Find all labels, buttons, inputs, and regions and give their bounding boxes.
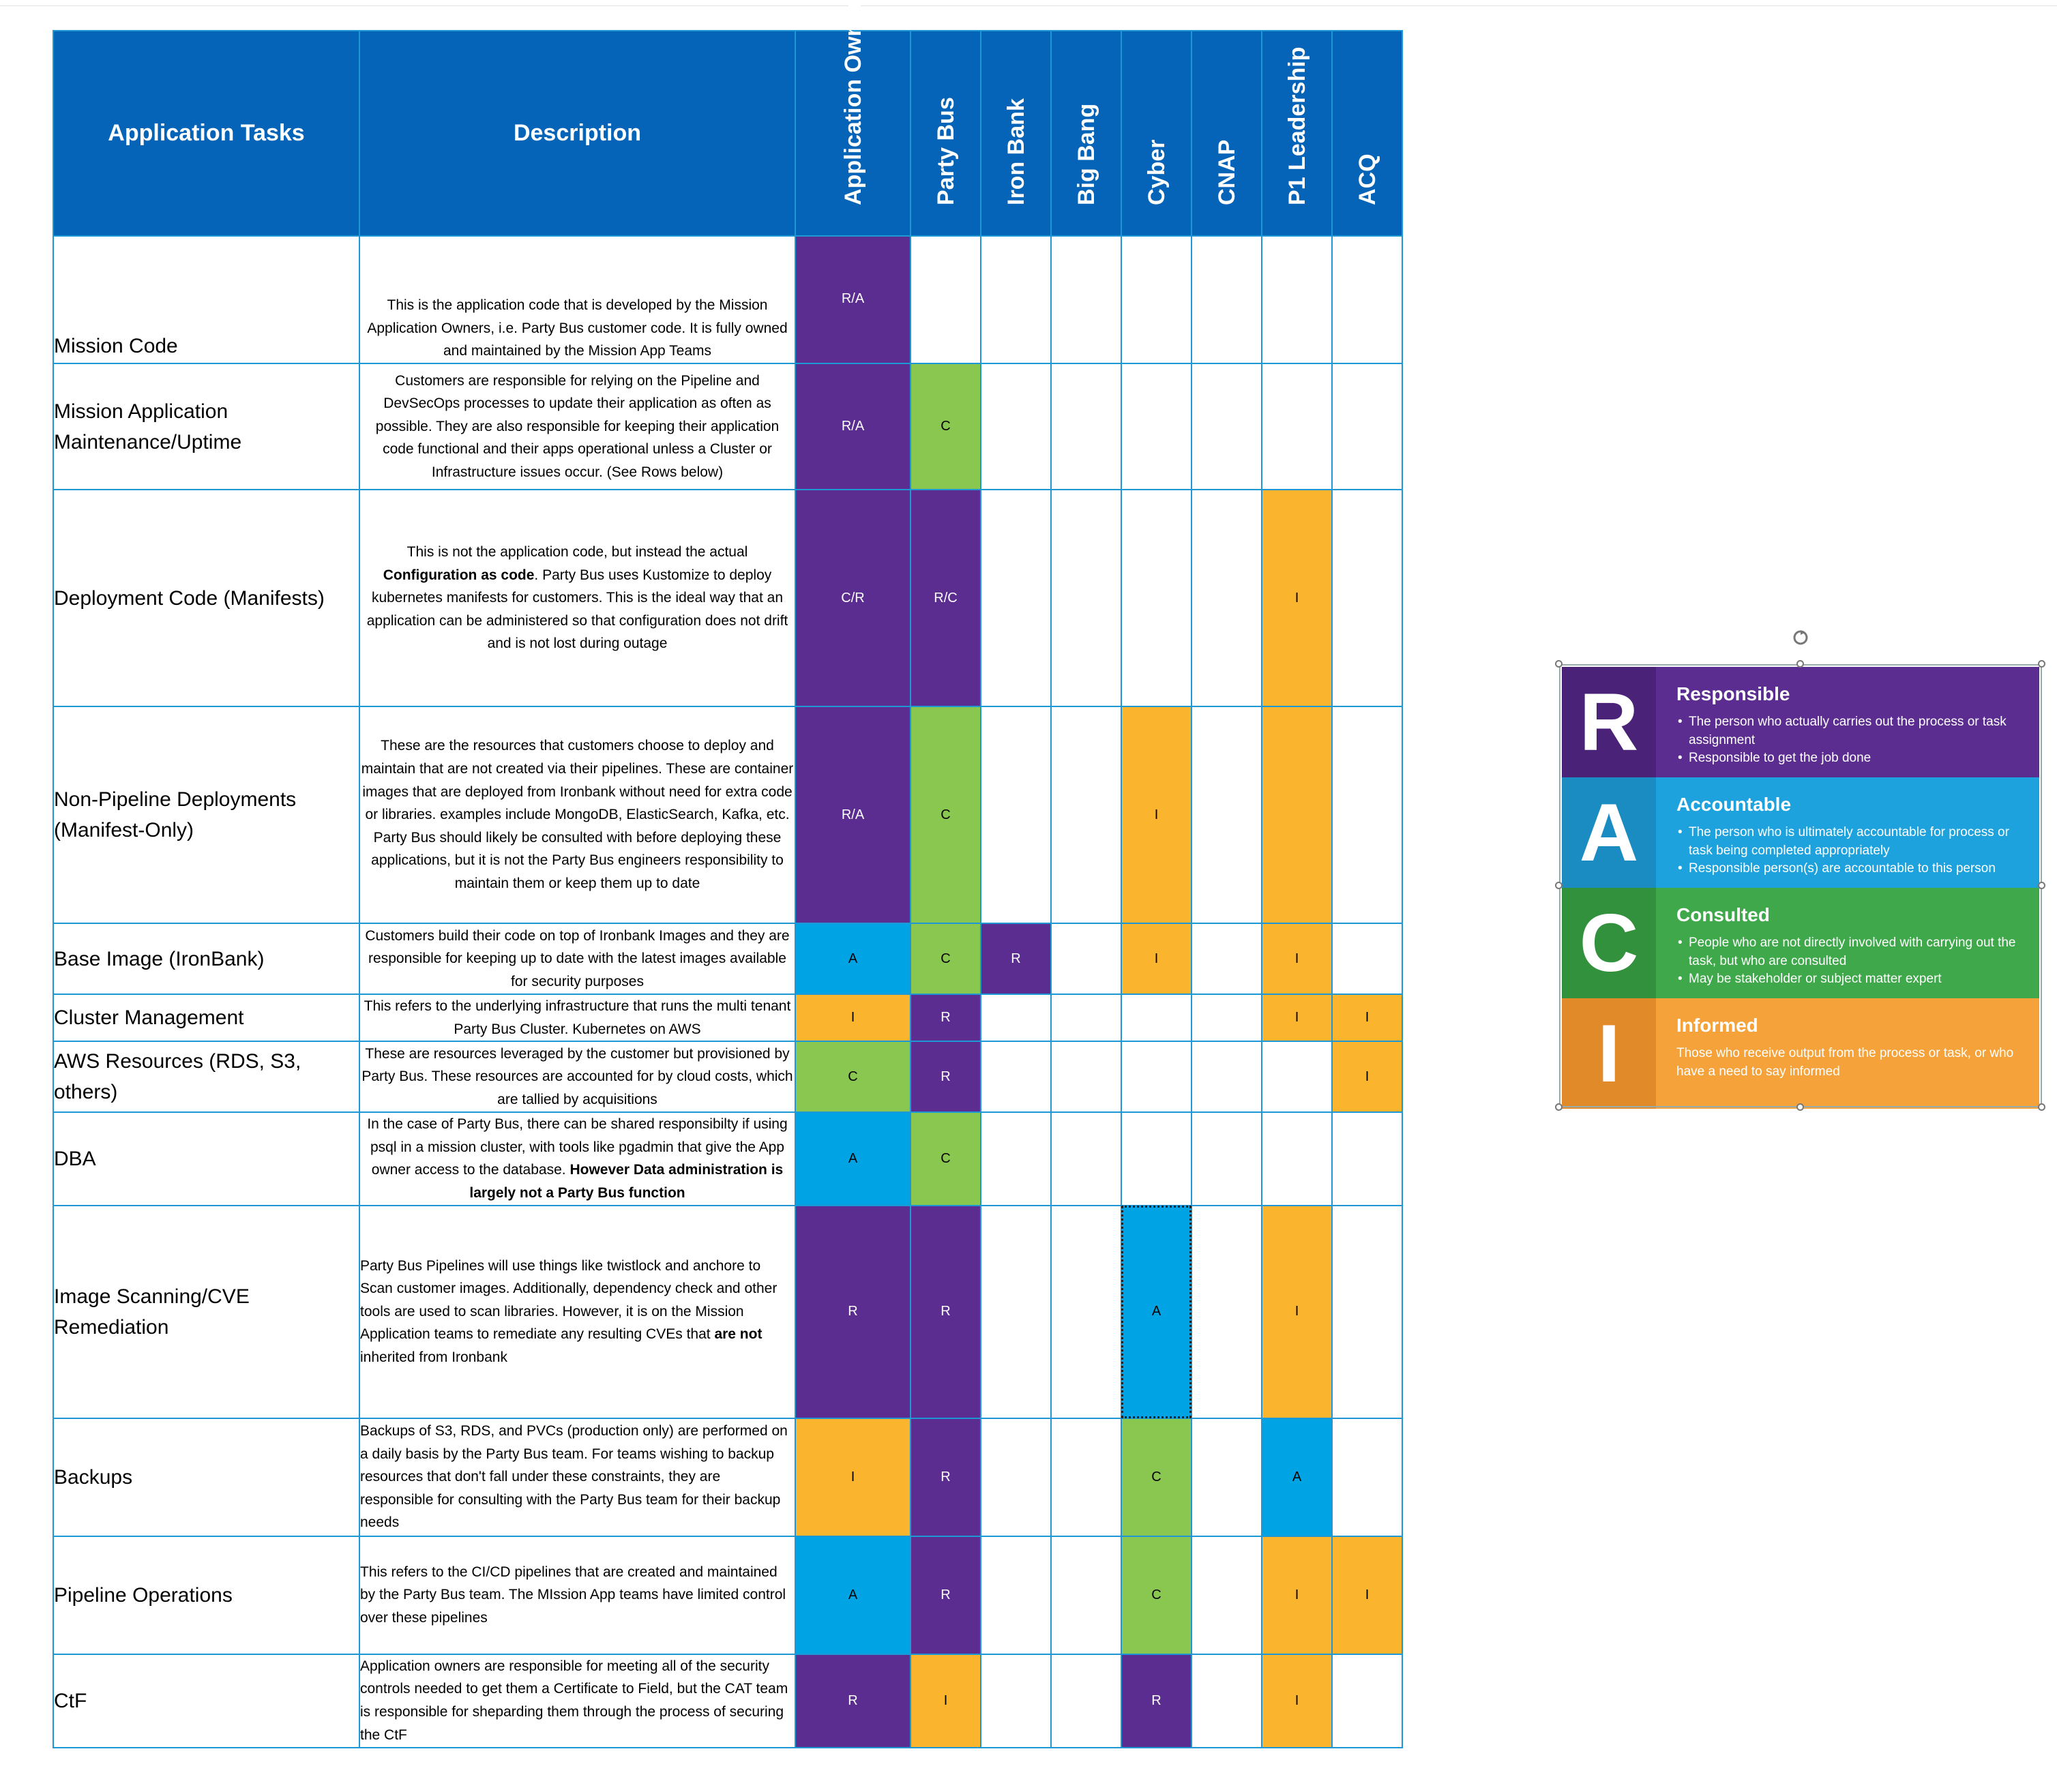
- raci-cell[interactable]: I: [1121, 706, 1192, 923]
- raci-cell[interactable]: [1121, 490, 1192, 706]
- raci-cell[interactable]: I: [1332, 994, 1402, 1041]
- legend-letter: I: [1562, 998, 1656, 1109]
- legend-title: Consulted: [1676, 904, 1770, 925]
- table-row: [53, 1536, 1402, 1654]
- description-cell[interactable]: This refers to the underlying infrastructure that runs the multi tenant Party Bus Cluster. Kubernetes on AWS: [359, 994, 795, 1041]
- task-cell[interactable]: CtF: [53, 1654, 359, 1748]
- raci-cell[interactable]: [1192, 1654, 1262, 1748]
- resize-handle[interactable]: [1555, 882, 1563, 889]
- task-cell[interactable]: Backups: [53, 1418, 359, 1536]
- raci-cell[interactable]: [981, 236, 1051, 363]
- raci-cell[interactable]: C: [911, 1112, 981, 1205]
- legend-bullets: • The person who actually carries out the process or task assignment • Responsible to get the job done: [1676, 713, 2024, 768]
- raci-cell[interactable]: [1192, 1418, 1262, 1536]
- header-application-tasks[interactable]: Application Tasks: [53, 31, 359, 236]
- raci-cell[interactable]: [1332, 363, 1402, 490]
- raci-cell[interactable]: [1121, 1112, 1192, 1205]
- table-row: [53, 490, 1402, 706]
- raci-legend-image[interactable]: [1559, 664, 2042, 1107]
- raci-cell[interactable]: [981, 1418, 1051, 1536]
- raci-cell[interactable]: I: [1262, 1536, 1332, 1654]
- raci-cell[interactable]: [981, 363, 1051, 490]
- header-party-bus[interactable]: Party Bus: [911, 31, 981, 236]
- raci-cell[interactable]: [1051, 1536, 1121, 1654]
- raci-cell[interactable]: [1262, 1041, 1332, 1112]
- raci-matrix-table: [53, 0, 1403, 1748]
- description-cell[interactable]: Application owners are responsible for meeting all of the security controls needed to get them a Certificate to Field, but the CAT team is responsible for sheparding them through the process of securing the CtF: [359, 1654, 795, 1748]
- task-cell[interactable]: Pipeline Operations: [53, 1536, 359, 1654]
- resize-handle[interactable]: [2038, 1103, 2045, 1111]
- raci-cell[interactable]: R: [795, 1206, 911, 1418]
- raci-cell[interactable]: I: [1262, 994, 1332, 1041]
- task-cell[interactable]: Base Image (IronBank): [53, 923, 359, 994]
- raci-cell[interactable]: [1192, 1536, 1262, 1654]
- table-row: [53, 1418, 1402, 1536]
- legend-title: Accountable: [1676, 794, 1792, 815]
- raci-cell[interactable]: [1262, 706, 1332, 923]
- raci-cell[interactable]: [1332, 236, 1402, 363]
- raci-cell[interactable]: [1332, 923, 1402, 994]
- raci-cell[interactable]: [1121, 1041, 1192, 1112]
- raci-cell[interactable]: [1262, 1112, 1332, 1205]
- raci-cell[interactable]: C: [795, 1041, 911, 1112]
- raci-cell[interactable]: R: [911, 1536, 981, 1654]
- rotate-handle-icon[interactable]: [1792, 629, 1809, 646]
- task-cell[interactable]: Cluster Management: [53, 994, 359, 1041]
- task-cell[interactable]: Deployment Code (Manifests): [53, 490, 359, 706]
- resize-handle[interactable]: [1796, 1103, 1804, 1111]
- raci-cell[interactable]: [1192, 1041, 1262, 1112]
- description-cell[interactable]: These are the resources that customers choose to deploy and maintain that are not created via their pipelines. These are container images that are deployed from Ironbank without need for extra code or libraries. examples include MongoDB, ElasticSearch, Kafka, etc. Party Bus should likely be consulted with before deploying these applications, but it is not the Party Bus engineers responsibility to maintain them or keep them up to date: [359, 706, 795, 923]
- raci-cell[interactable]: I: [1262, 490, 1332, 706]
- resize-handle[interactable]: [2038, 882, 2045, 889]
- raci-cell[interactable]: R/A: [795, 236, 911, 363]
- table-row: [53, 363, 1402, 490]
- table-row: [53, 1654, 1402, 1748]
- raci-cell[interactable]: C: [1121, 1418, 1192, 1536]
- raci-cell[interactable]: [1121, 994, 1192, 1041]
- raci-cell[interactable]: [1332, 1206, 1402, 1418]
- raci-cell[interactable]: [1192, 994, 1262, 1041]
- raci-cell[interactable]: C: [911, 363, 981, 490]
- raci-cell[interactable]: [1192, 1206, 1262, 1418]
- table-row: [53, 1112, 1402, 1205]
- legend-letter: C: [1562, 888, 1656, 998]
- raci-cell[interactable]: C: [1121, 1536, 1192, 1654]
- raci-cell[interactable]: [1051, 1418, 1121, 1536]
- description-cell[interactable]: Customers build their code on top of Ironbank Images and they are responsible for keeping up to date with the latest images available for security purposes: [359, 923, 795, 994]
- task-cell[interactable]: DBA: [53, 1112, 359, 1205]
- raci-cell[interactable]: I: [795, 1418, 911, 1536]
- raci-cell[interactable]: [1192, 363, 1262, 490]
- raci-cell[interactable]: I: [795, 994, 911, 1041]
- task-cell[interactable]: Non-Pipeline Deployments (Manifest-Only): [53, 706, 359, 923]
- raci-cell-selected[interactable]: A: [1121, 1206, 1192, 1418]
- raci-cell[interactable]: [1192, 706, 1262, 923]
- description-cell[interactable]: This is not the application code, but instead the actual Configuration as code. Party Bus uses Kustomize to deploy kubernetes manifests for customers. This is the ideal way that an application can be administered so that configuration does not drift and is not lost during outage: [359, 490, 795, 706]
- raci-cell[interactable]: R: [981, 923, 1051, 994]
- sheet-gridline: [0, 5, 2057, 6]
- raci-cell[interactable]: [981, 1536, 1051, 1654]
- description-cell[interactable]: This refers to the CI/CD pipelines that are created and maintained by the Party Bus team. The MIssion App teams have limited control over these pipelines: [359, 1536, 795, 1654]
- raci-cell[interactable]: [1262, 363, 1332, 490]
- description-cell[interactable]: This is the application code that is developed by the Mission Application Owners, i.e. Party Bus customer code. It is fully owned and maintained by the Mission App Teams: [359, 236, 795, 363]
- raci-cell[interactable]: [1121, 236, 1192, 363]
- legend-title: Responsible: [1676, 683, 1790, 704]
- resize-handle[interactable]: [2038, 660, 2045, 668]
- resize-handle[interactable]: [1555, 660, 1563, 668]
- header-description[interactable]: Description: [359, 31, 795, 236]
- header-p1-leadership[interactable]: P1 Leadership: [1262, 31, 1332, 236]
- raci-cell[interactable]: [1121, 363, 1192, 490]
- raci-cell[interactable]: R: [911, 1206, 981, 1418]
- table-row: [53, 1206, 1402, 1418]
- task-cell[interactable]: Image Scanning/CVE Remediation: [53, 1206, 359, 1418]
- raci-cell[interactable]: [1051, 1112, 1121, 1205]
- raci-cell[interactable]: C/R: [795, 490, 911, 706]
- resize-handle[interactable]: [1796, 660, 1804, 668]
- raci-cell[interactable]: I: [911, 1654, 981, 1748]
- raci-cell[interactable]: [1332, 706, 1402, 923]
- legend-letter: R: [1562, 667, 1656, 777]
- raci-cell[interactable]: [1051, 994, 1121, 1041]
- legend-title: Informed: [1676, 1015, 1758, 1036]
- table-row: [53, 236, 1402, 363]
- header-acq[interactable]: ACQ: [1332, 31, 1402, 236]
- raci-cell[interactable]: R: [911, 1418, 981, 1536]
- description-cell[interactable]: Backups of S3, RDS, and PVCs (production only) are performed on a daily basis by the Party Bus team. For teams wishing to backup resources that don't fall under these constraints, they are responsible for consulting with the Party Bus team for their backup needs: [359, 1418, 795, 1536]
- raci-cell[interactable]: [911, 236, 981, 363]
- raci-cell[interactable]: R: [911, 1041, 981, 1112]
- raci-cell[interactable]: [1332, 1418, 1402, 1536]
- raci-cell[interactable]: I: [1262, 923, 1332, 994]
- header-iron-bank[interactable]: Iron Bank: [981, 31, 1051, 236]
- header-row: [53, 31, 1402, 236]
- raci-cell[interactable]: I: [1121, 923, 1192, 994]
- raci-cell[interactable]: [1051, 923, 1121, 994]
- header-application-owner[interactable]: Application Owner: [795, 31, 911, 236]
- raci-cell[interactable]: I: [1262, 1206, 1332, 1418]
- raci-cell[interactable]: R: [911, 994, 981, 1041]
- raci-cell[interactable]: [1192, 490, 1262, 706]
- raci-cell[interactable]: R: [795, 1654, 911, 1748]
- legend-letter: A: [1562, 777, 1656, 888]
- description-cell[interactable]: Customers are responsible for relying on the Pipeline and DevSecOps processes to update their application as often as possible. They are also responsible for keeping their application code functional and their apps operational unless a Cluster or Infrastructure issues occur. (See Rows below): [359, 363, 795, 490]
- raci-cell[interactable]: [1051, 236, 1121, 363]
- raci-cell[interactable]: [981, 1654, 1051, 1748]
- legend-bullets: Those who receive output from the process or task, or who have a need to say informed: [1676, 1046, 2014, 1079]
- raci-cell[interactable]: [981, 1041, 1051, 1112]
- raci-cell[interactable]: [1192, 1112, 1262, 1205]
- raci-cell[interactable]: [1332, 1112, 1402, 1205]
- raci-cell[interactable]: A: [795, 1112, 911, 1205]
- description-cell[interactable]: In the case of Party Bus, there can be shared responsibilty if using psql in a mission cluster, with tools like pgadmin that give the App owner access to the database. However Data administration is largely not a Party Bus function: [359, 1112, 795, 1205]
- raci-cell[interactable]: [981, 1112, 1051, 1205]
- task-cell[interactable]: AWS Resources (RDS, S3, others): [53, 1041, 359, 1112]
- raci-cell[interactable]: R/C: [911, 490, 981, 706]
- raci-cell[interactable]: [1051, 490, 1121, 706]
- raci-cell[interactable]: [1051, 363, 1121, 490]
- raci-cell[interactable]: [1192, 923, 1262, 994]
- task-cell[interactable]: Mission Application Maintenance/Uptime: [53, 363, 359, 490]
- raci-cell[interactable]: [1332, 490, 1402, 706]
- resize-handle[interactable]: [1555, 1103, 1563, 1111]
- raci-cell[interactable]: [1332, 1654, 1402, 1748]
- description-cell[interactable]: Party Bus Pipelines will use things like twistlock and anchore to Scan customer images. Additionally, dependency check and other tools are used to scan libraries. However, it is on the Mission Application teams to remediate any resulting CVEs that are not inherited from Ironbank: [359, 1206, 795, 1418]
- header-cyber[interactable]: Cyber: [1121, 31, 1192, 236]
- raci-cell[interactable]: [1262, 236, 1332, 363]
- table-row: [53, 706, 1402, 923]
- raci-cell[interactable]: A: [795, 923, 911, 994]
- raci-cell[interactable]: R: [1121, 1654, 1192, 1748]
- raci-cell[interactable]: [981, 706, 1051, 923]
- header-cnap[interactable]: CNAP: [1192, 31, 1262, 236]
- raci-cell[interactable]: R/A: [795, 363, 911, 490]
- table-row: [53, 923, 1402, 994]
- raci-cell[interactable]: [1051, 1206, 1121, 1418]
- table-row: [53, 1041, 1402, 1112]
- raci-cell[interactable]: [1192, 236, 1262, 363]
- selection-frame: [1559, 664, 2042, 1107]
- raci-cell[interactable]: [1051, 706, 1121, 923]
- raci-cell[interactable]: [1051, 1041, 1121, 1112]
- raci-cell[interactable]: [981, 994, 1051, 1041]
- header-big-bang[interactable]: Big Bang: [1051, 31, 1121, 236]
- raci-cell[interactable]: R/A: [795, 706, 911, 923]
- table-row: [53, 994, 1402, 1041]
- task-cell[interactable]: Mission Code: [53, 236, 359, 363]
- legend-bullets: • The person who is ultimately accountable for process or task being completed appropriately • Responsible person(s) are accountable to this person: [1676, 824, 2024, 878]
- raci-cell[interactable]: I: [1262, 1654, 1332, 1748]
- raci-cell[interactable]: A: [795, 1536, 911, 1654]
- raci-cell[interactable]: I: [1332, 1536, 1402, 1654]
- raci-cell[interactable]: I: [1332, 1041, 1402, 1112]
- raci-cell[interactable]: [981, 490, 1051, 706]
- raci-cell[interactable]: [1051, 1654, 1121, 1748]
- raci-cell[interactable]: [981, 1206, 1051, 1418]
- raci-cell[interactable]: A: [1262, 1418, 1332, 1536]
- raci-cell[interactable]: C: [911, 923, 981, 994]
- legend-bullets: • People who are not directly involved with carrying out the task, but who are consulted • May be stakeholder or subject matter expert: [1676, 934, 2024, 989]
- description-cell[interactable]: These are resources leveraged by the customer but provisioned by Party Bus. These resources are accounted for by cloud costs, which are tallied by acquisitions: [359, 1041, 795, 1112]
- raci-cell[interactable]: C: [911, 706, 981, 923]
